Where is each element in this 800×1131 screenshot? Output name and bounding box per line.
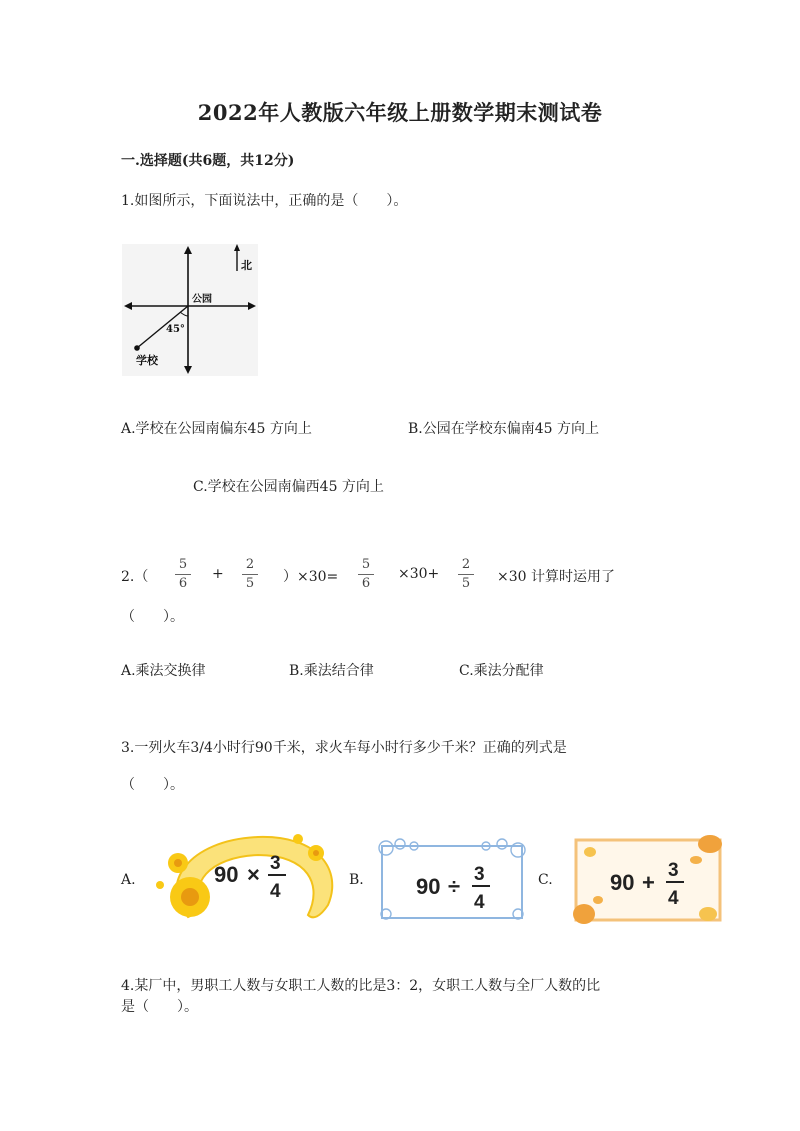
formula-numerator: 3	[270, 853, 281, 874]
school-label: 学校	[136, 354, 158, 367]
formula-denominator: 4	[668, 888, 679, 909]
formula-numerator: 3	[474, 864, 485, 885]
q1-option-c[interactable]: C.学校在公园南偏西45 方向上	[193, 479, 384, 495]
formula-left: 90	[214, 862, 239, 887]
formula-left: 90	[416, 874, 441, 899]
fraction-numerator: 5	[178, 557, 188, 572]
fraction-numerator: 2	[461, 557, 471, 572]
fraction-numerator: 2	[245, 557, 255, 572]
q2-plus: +	[212, 566, 224, 582]
q3-option-b-label[interactable]: B.	[349, 872, 364, 888]
q3-option-a-label[interactable]: A.	[121, 872, 136, 888]
q2-middle-2: ×30+	[398, 566, 440, 582]
q3-option-b-card[interactable]	[374, 836, 530, 926]
q1-option-a[interactable]: A.学校在公园南偏东45 方向上	[121, 421, 312, 437]
q2-fraction-4	[458, 557, 474, 592]
q2-fraction-3	[358, 557, 374, 592]
formula-operator: ÷	[448, 874, 461, 899]
formula-denominator: 4	[270, 881, 281, 902]
q3-option-c-card[interactable]	[568, 830, 728, 930]
formula-operator: ×	[247, 862, 260, 887]
school-point	[134, 345, 140, 351]
q3-option-c-label[interactable]: C.	[538, 872, 553, 888]
q4-text-line-2: 是（ ）。	[121, 999, 198, 1015]
formula-left: 90	[610, 870, 635, 895]
q2-prefix: 2.（	[121, 569, 149, 585]
fraction-numerator: 5	[361, 557, 371, 572]
north-label: 北	[241, 259, 252, 272]
fraction-denominator: 6	[361, 576, 371, 591]
q2-answer-blank: （ ）。	[121, 609, 184, 625]
fraction-denominator: 5	[461, 576, 471, 591]
angle-label: 45°	[166, 324, 185, 335]
park-label: 公园	[192, 294, 212, 305]
formula-numerator: 3	[668, 860, 679, 881]
question-1-text: 1.如图所示，下面说法中，正确的是（ ）。	[121, 193, 408, 209]
q2-option-a[interactable]: A.乘法交换律	[121, 663, 206, 679]
formula-operator: +	[642, 870, 655, 895]
q3-text-line-1: 3.一列火车3/4小时行90千米，求火车每小时行多少千米？正确的列式是	[121, 740, 567, 756]
q2-fraction-2	[242, 557, 258, 592]
q2-middle-1: ）×30=	[283, 569, 339, 585]
page-title: 2022年人教版六年级上册数学期末测试卷	[197, 100, 603, 125]
q2-fraction-1	[175, 557, 191, 592]
section-heading: 一.选择题(共6题，共12分)	[121, 153, 295, 169]
q2-suffix: ×30 计算时运用了	[497, 569, 615, 585]
formula-denominator: 4	[474, 892, 485, 913]
fraction-denominator: 5	[245, 576, 255, 591]
q2-option-b[interactable]: B.乘法结合律	[289, 663, 374, 679]
compass-diagram	[122, 244, 258, 376]
q3-option-a-card[interactable]	[148, 825, 346, 927]
q4-text-line-1: 4.某厂中，男职工人数与女职工人数的比是3：2，女职工人数与全厂人数的比	[121, 978, 601, 994]
fraction-denominator: 6	[178, 576, 188, 591]
q1-option-b[interactable]: B.公园在学校东偏南45 方向上	[408, 421, 600, 437]
q2-option-c[interactable]: C.乘法分配律	[459, 663, 544, 679]
q3-answer-blank: （ ）。	[121, 777, 184, 793]
